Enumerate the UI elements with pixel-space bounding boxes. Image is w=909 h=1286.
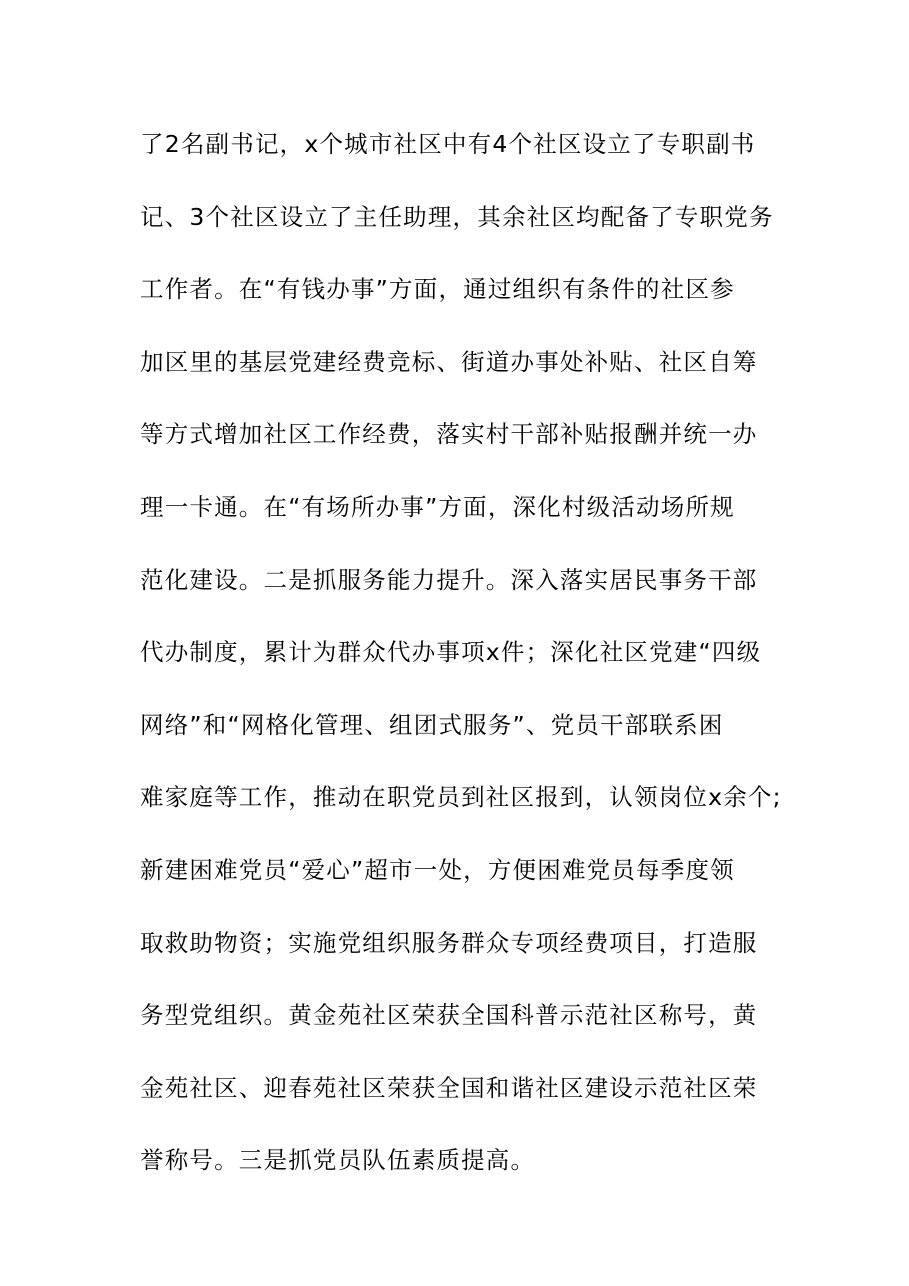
text-line: 难家庭等工作，推动在职党员到社区报到，认领岗位x余个; bbox=[140, 783, 782, 812]
text-line: 范化建设。二是抓服务能力提升。深入落实居民事务干部 bbox=[140, 565, 758, 594]
text-line: 金苑社区、迎春苑社区荣获全国和谐社区建设示范社区荣 bbox=[140, 1073, 758, 1102]
body-text bbox=[140, 118, 780, 1207]
text-line: 誉称号。三是抓党员队伍素质提高。 bbox=[140, 1146, 536, 1175]
text-line: 加区里的基层党建经费竞标、街道办事处补贴、社区自筹 bbox=[140, 347, 758, 376]
text-line: 理一卡通。在“有场所办事”方面，深化村级活动场所规 bbox=[140, 492, 735, 521]
text-line: 工作者。在“有钱办事”方面，通过组织有条件的社区参 bbox=[140, 275, 735, 304]
text-line: 了2名副书记，x个城市社区中有4个社区设立了专职副书 bbox=[140, 130, 756, 158]
text-line: 务型党组织。黄金苑社区荣获全国科普示范社区称号，黄 bbox=[140, 1001, 758, 1030]
text-line: 代办制度，累计为群众代办事项x件；深化社区党建“四级 bbox=[140, 638, 762, 667]
text-line: 等方式增加社区工作经费，落实村干部补贴报酬并统一办 bbox=[140, 420, 758, 449]
text-line: 网络”和“网格化管理、组团式服务”、党员干部联系困 bbox=[140, 710, 724, 739]
text-line: 记、3个社区设立了主任助理，其余社区均配备了专职党务 bbox=[140, 202, 774, 231]
text-line: 新建困难党员“爱心”超市一处，方便困难党员每季度领 bbox=[140, 855, 735, 884]
text-line: 取救助物资；实施党组织服务群众专项经费项目，打造服 bbox=[140, 928, 758, 957]
